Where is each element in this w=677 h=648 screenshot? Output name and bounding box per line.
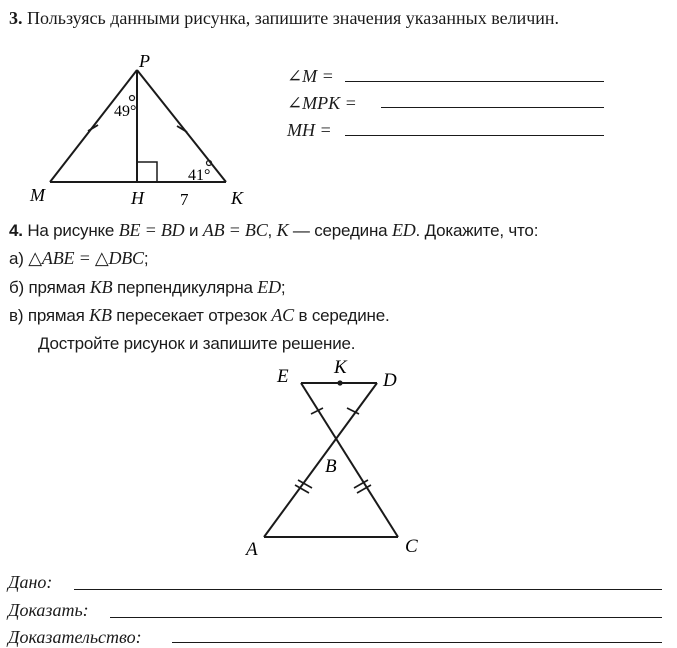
item-c-math: KB [89, 305, 112, 325]
item-b-math: KB [89, 277, 113, 297]
prove-label: Доказать: [8, 600, 89, 620]
task4-dash-text: — середина [288, 221, 392, 240]
proof-label: Доказательство: [8, 627, 142, 647]
task4-condition1: BE = BD [118, 220, 185, 240]
angle-k-value: 41° [188, 167, 211, 184]
label-b: B [325, 456, 337, 477]
answer-angle-m-label: ∠M = [287, 66, 334, 86]
segment-ec [301, 383, 398, 537]
item-b-suffix: ; [280, 278, 286, 297]
task3-number: 3. [9, 8, 23, 28]
task4-condition2: AB = BC [202, 220, 268, 240]
item-b-prefix: б) прямая [9, 278, 90, 297]
task4-and: и [184, 221, 203, 240]
answer-angle-mpk-label: ∠MPK = [287, 93, 357, 113]
task4-number: 4. [9, 221, 23, 240]
label-k2: K [334, 357, 347, 378]
segment-da [264, 383, 377, 537]
item-c-math2: AC [271, 305, 294, 325]
label-d: D [383, 370, 397, 391]
task4-prove-text: . Докажите, что: [415, 221, 539, 240]
task4-intro: На рисунке [27, 221, 119, 240]
item-c-prefix: в) прямая [9, 306, 90, 325]
given-label: Дано: [8, 572, 53, 592]
label-k: K [231, 188, 244, 208]
angle-p-value: 49° [114, 103, 137, 120]
item-a-prefix: а) [9, 249, 29, 268]
item-c-suffix: в середине. [293, 306, 390, 325]
task4-comma: , [267, 221, 277, 240]
label-p: P [139, 51, 150, 71]
item-a-math: △ABE = △DBC [28, 248, 144, 268]
given-line[interactable] [74, 589, 662, 590]
segment-hk-length: 7 [180, 190, 189, 209]
prove-line[interactable] [110, 617, 662, 618]
label-h: H [131, 188, 144, 208]
label-e: E [277, 366, 289, 387]
task4-segment-ed: ED [391, 220, 416, 240]
item-c-middle: пересекает отрезок [111, 306, 272, 325]
label-m: M [30, 185, 45, 205]
task4-instruction: Достройте рисунок и запишите решение. [38, 334, 356, 353]
task3-text: Пользуясь данными рисунка, запишите значения указанных величин. [27, 8, 560, 28]
answer-mh-label: MH = [287, 120, 332, 140]
label-c: C [405, 536, 418, 557]
label-a: A [246, 539, 258, 560]
item-a-suffix: ; [143, 249, 149, 268]
midpoint-k-dot [337, 380, 342, 385]
item-b-math2: ED [257, 277, 281, 297]
item-b-middle: перпендикулярна [112, 278, 258, 297]
task4-point-k: K [276, 220, 289, 240]
proof-line[interactable] [172, 642, 662, 643]
